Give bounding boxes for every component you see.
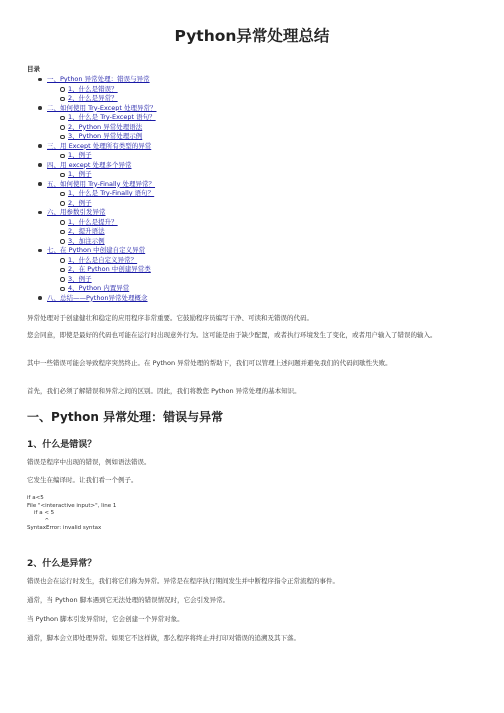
intro-paragraph-1: 异常处理对于创建健壮和稳定的应用程序非常重要。它鼓励程序员编写干净、可读和无错误的代码。	[27, 314, 313, 322]
toc-item	[47, 180, 155, 189]
toc-link[interactable]: 2、在 Python 中创建异常类	[68, 265, 151, 273]
toc-subitem	[68, 199, 92, 208]
toc-link[interactable]: 3、Python 异常处理示例	[68, 132, 143, 140]
toc-link[interactable]: 六、用参数引发异常	[47, 208, 106, 216]
toc-subitem	[68, 237, 105, 246]
toc-subitem	[68, 151, 92, 160]
bullet-icon	[60, 173, 65, 178]
subsection-1-paragraph-1: 错误是程序中出现的错误，例如语法错误。	[27, 458, 151, 466]
toc-link[interactable]: 四、用 except 处理多个异常	[47, 160, 132, 169]
bullet-icon	[60, 135, 65, 140]
subsection-2-paragraph-2: 通常，当 Python 脚本遇到它无法处理的错误情况时，它会引发异常。	[27, 596, 230, 604]
subsection-1-paragraph-2: 它发生在编译时。让我们看一个例子。	[27, 476, 138, 484]
toc-subitem	[68, 218, 118, 227]
intro-paragraph-4: 首先，我们必须了解错误和异常之间的区别。因此，我们将教您 Python 异常处理的基本知识。	[27, 387, 301, 395]
toc-subitem	[68, 94, 118, 103]
toc-subitem	[68, 132, 142, 141]
toc-subitem	[68, 275, 92, 284]
bullet-icon	[60, 268, 65, 273]
bullet-icon	[60, 230, 65, 235]
bullet-icon	[60, 277, 65, 282]
toc-subitem	[68, 265, 151, 274]
bullet-icon	[60, 154, 65, 159]
bullet-icon	[38, 106, 42, 110]
toc-item	[47, 104, 156, 113]
bullet-icon	[60, 125, 65, 130]
bullet-icon	[38, 211, 42, 215]
toc-link[interactable]: 八、总结——Python异常处理概念	[47, 293, 148, 302]
bullet-icon	[60, 192, 65, 197]
toc-link[interactable]: 1、例子	[68, 151, 92, 159]
toc-link[interactable]: 2、提升语法	[68, 227, 105, 235]
bullet-icon	[38, 182, 42, 186]
code-block: if a<5 File "<interactive input>", line 1 if a < 5 ^ SyntaxError: invalid syntax	[27, 495, 117, 531]
toc-subitem	[68, 189, 154, 198]
toc-link[interactable]: 1、什么是 Try-Finally 语句？	[68, 189, 155, 197]
document-title: Python异常处理总结	[174, 27, 330, 45]
subsection-2-paragraph-4: 通常，脚本会立即处理异常。如果它不这样做，那么程序将终止并打印对错误的追溯及其下落。	[27, 634, 300, 642]
bullet-icon	[60, 116, 65, 121]
toc-link[interactable]: 三、用 Except 处理所有类型的异常	[47, 141, 152, 150]
toc-link[interactable]: 2、Python 异常处理语法	[68, 122, 143, 131]
toc-link[interactable]: 1、什么是自定义异常？	[68, 255, 138, 264]
subsection-2-paragraph-1: 错误也会在运行时发生，我们将它们称为异常。异常是在程序执行期间发生并中断程序指令正常流程的事件。	[27, 577, 339, 585]
bullet-icon	[38, 249, 42, 253]
toc-item	[47, 246, 145, 255]
toc-link[interactable]: 1、什么是 Try-Except 语句？	[68, 113, 156, 121]
bullet-icon	[38, 296, 42, 300]
toc-link[interactable]: 4、Python 内置异常	[68, 284, 130, 292]
toc-link[interactable]: 七、在 Python 中创建自定义异常	[47, 246, 146, 254]
toc-item	[47, 294, 148, 303]
toc-link[interactable]: 一、Python 异常处理：错误与异常	[47, 75, 150, 83]
toc-link[interactable]: 2、例子	[68, 198, 92, 207]
toc-link[interactable]: 1、什么是提升？	[68, 217, 118, 226]
bullet-icon	[38, 163, 42, 167]
toc-subitem	[68, 113, 156, 122]
toc-link[interactable]: 二、如何使用 Try-Except 处理异常？	[47, 103, 157, 112]
toc-subitem	[68, 227, 105, 236]
toc-link[interactable]: 2、什么是异常？	[68, 94, 118, 102]
toc-subitem	[68, 256, 137, 265]
toc-link[interactable]: 1、什么是错误？	[68, 84, 118, 93]
toc-subitem	[68, 170, 92, 179]
bullet-icon	[60, 87, 65, 92]
subsection-2-paragraph-3: 当 Python 脚本引发异常时，它会创建一个异常对象。	[27, 615, 184, 623]
toc-subitem	[68, 85, 118, 94]
toc-item	[47, 161, 132, 170]
toc-link[interactable]: 3、例子	[68, 274, 92, 283]
bullet-icon	[38, 144, 42, 148]
toc-item	[47, 75, 150, 84]
toc-item	[47, 142, 151, 151]
toc-link[interactable]: 3、加注示例	[68, 236, 105, 245]
bullet-icon	[60, 258, 65, 263]
toc-heading: 目录	[27, 65, 40, 73]
bullet-icon	[60, 97, 65, 102]
toc-subitem	[68, 284, 129, 293]
bullet-icon	[60, 239, 65, 244]
toc-link[interactable]: 1、例子	[68, 170, 92, 178]
bullet-icon	[60, 220, 65, 225]
intro-paragraph-2: 您会同意，即使是最好的代码也可能在运行时出现意外行为。这可能是由于缺少配置，或者执行环境发生了变化，或者用户输入了错误的输入。	[27, 331, 437, 339]
bullet-icon	[60, 201, 65, 206]
intro-paragraph-3: 其中一些错误可能会导致程序突然终止。在 Python 异常处理的帮助下，我们可以管理上述问题并避免我们的代码间歇性失败。	[27, 359, 392, 367]
toc-item	[47, 208, 106, 217]
bullet-icon	[60, 287, 65, 292]
toc-link[interactable]: 五、如何使用 Try-Finally 处理异常？	[47, 179, 156, 188]
subsection-2-heading: 2、什么是异常？	[27, 559, 97, 569]
subsection-1-heading: 1、什么是错误？	[27, 440, 97, 450]
section1-heading: 一、Python 异常处理：错误与异常	[27, 410, 224, 424]
toc-subitem	[68, 123, 142, 132]
bullet-icon	[38, 78, 42, 82]
